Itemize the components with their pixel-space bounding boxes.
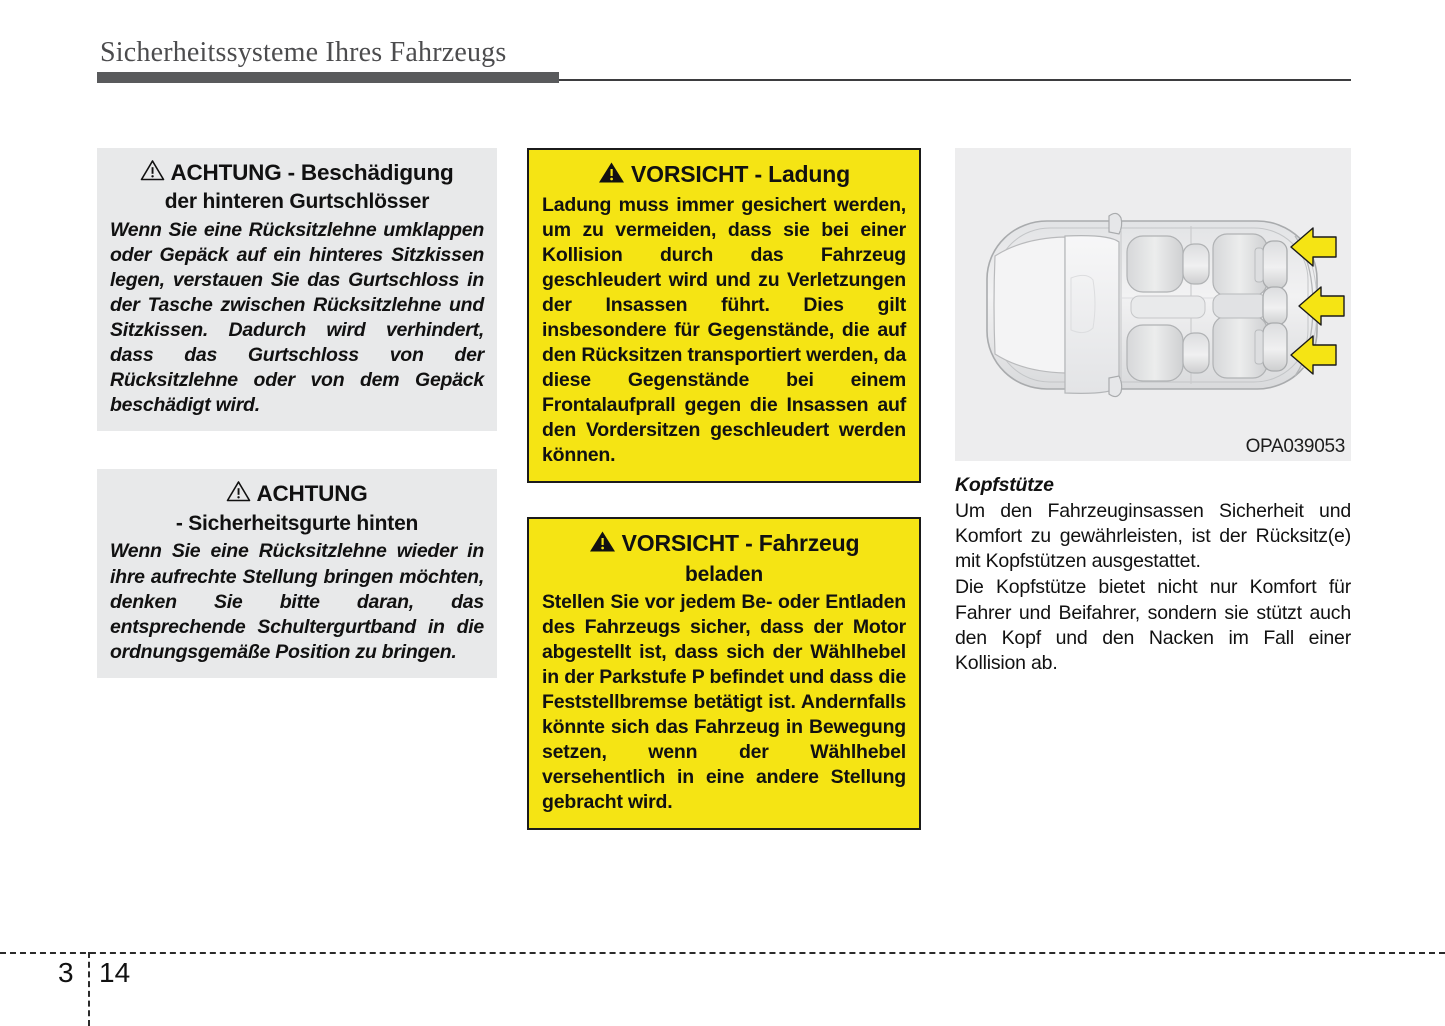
warning-box-loading-vehicle [527,517,921,830]
section-heading-headrest: Kopfstütze [955,474,1054,496]
caution-title [110,159,484,215]
caution-body: Wenn Sie eine Rücksitzlehne wieder in ihre aufrechte Stellung bringen möchten, denken Sie bitte daran, das entsprechende Schultergurtband in die ordnungsgemäße Position zu bringen. [110,540,484,663]
caution-box-rear-seatbelts [97,469,497,677]
middle-column [527,148,921,864]
footer-chapter-number: 3 [58,957,74,988]
warning-title-line1: VORSICHT - Fahrzeug [621,529,860,556]
illustration-image-code: OPA039053 [1245,436,1345,457]
footer-vertical-rule [88,952,90,1026]
footer-horizontal-rule [0,952,1445,954]
warning-triangle-outline-icon [140,159,165,187]
caution-title-line1: ACHTUNG [256,481,368,507]
page-title: Sicherheitssysteme Ihres Fahrzeugs [100,37,507,68]
caution-box-rear-buckles [97,148,497,431]
body-paragraph: Um den Fahrzeuginsassen Sicherheit und Komfort zu gewährleisten, ist der Rücksitz(e) mit Kopfstützen ausgestattet. [955,500,1351,573]
vehicle-top-view-rear-headrests-diagram [955,148,1351,461]
warning-title-line1: VORSICHT - Ladung [631,161,850,187]
header-rule-line [559,79,1351,81]
body-paragraph: Die Kopfstütze bietet nicht nur Komfort für Fahrer und Beifahrer, sondern sie stützt auch den Kopf und den Nacken im Fall einer Kollision ab. [955,576,1351,674]
centre-console [1131,296,1205,318]
header-accent-bar [97,72,559,83]
left-column [97,148,497,716]
warning-box-cargo [527,148,921,483]
right-column [955,148,1351,677]
caution-title [110,480,484,536]
caution-title-line2: der hinteren Gurtschlösser [164,190,430,214]
warning-body: Ladung muss immer gesichert werden, um zu vermeiden, dass sie bei einer Kollision durch das Fahrzeug geschleudert wird und zu Verletzungen der Insassen führt. Dies gilt insbesondere für Gegenstände, die auf den Rücksitzen transportiert werden, da diese Gegenstände bei einem Frontalaufprall gegen die Insassen auf den Vordersitzen geschleudert werden können. [542,194,906,466]
vehicle-diagram-svg [955,148,1351,461]
warning-triangle-solid-icon [589,530,616,559]
footer-page-number: 14 [99,957,131,988]
caution-body: Wenn Sie eine Rücksitzlehne umklappen oder Gepäck auf ein hinteres Sitzkissen legen, verstauen Sie das Gurtschloss in der Tasche zwischen Rücksitzlehne und Sitzkissen. Dadurch wird verhindert, dass das Gurtschloss von der Rücksitzlehne oder von dem Gepäck beschädigt wird. [110,219,484,417]
caution-title-line1: ACHTUNG - Beschädigung [170,160,454,185]
warning-title [542,160,906,190]
warning-triangle-solid-icon [598,161,625,190]
warning-body: Stellen Sie vor jedem Be- oder Entladen des Fahrzeugs sicher, dass der Motor abgestellt ist, dass sich der Wählhebel in der Parkstufe P befindet und dass die Feststellbremse betätigt ist. Andernfalls könnte sich das Fahrzeug in Bewegung setzen, wenn der Wählhebel versehentlich in eine andere Stellung gebracht wird. [542,591,906,813]
warning-triangle-outline-icon [226,480,251,508]
page-header [0,0,1445,90]
warning-title-line2: beladen [685,562,763,586]
caution-title-line2: - Sicherheitsgurte hinten [175,511,419,535]
warning-title [542,529,906,588]
